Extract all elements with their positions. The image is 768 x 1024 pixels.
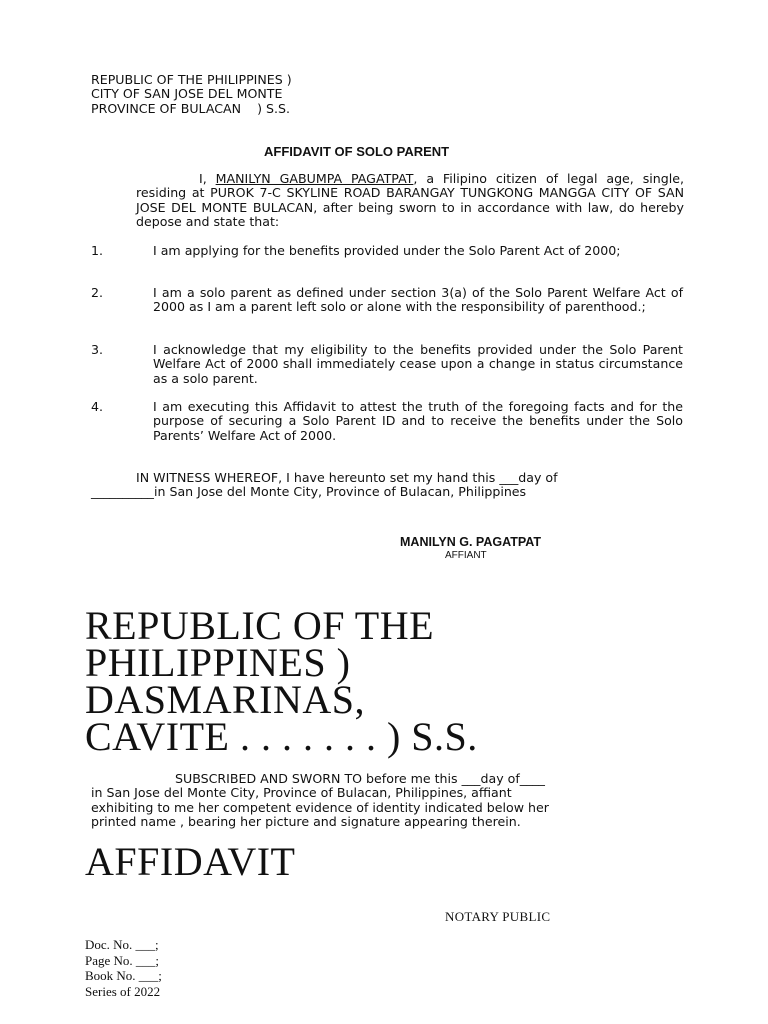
item-text: I am executing this Affidavit to attest the truth of the foregoing facts and for the purpose of securing a Solo Parent ID and to receive the benefits under the Solo Parents’ Welfare Act of 2000. — [153, 399, 683, 443]
notary-venue-line-2: PHILIPPINES ) — [85, 640, 351, 685]
affiant-full-name: MANILYN GABUMPA PAGATPAT — [215, 171, 414, 186]
witness-clause — [91, 471, 691, 500]
series-year: Series of 2022 — [85, 983, 161, 999]
notary-public-label: NOTARY PUBLIC — [445, 909, 551, 924]
notary-venue-line-4: CAVITE . . . . . . . ) S.S. — [85, 714, 478, 759]
item-number: 4. — [91, 399, 104, 414]
item-number: 1. — [91, 243, 104, 258]
affiant-name: MANILYN G. PAGATPAT — [400, 535, 541, 549]
venue-header — [91, 73, 292, 116]
doc-number: Doc. No. ___; — [85, 937, 159, 952]
witness-date-blank: __________ — [91, 484, 154, 500]
jurat-line-3: exhibiting to me her competent evidence of identity indicated below her — [91, 799, 549, 815]
venue-line-republic: REPUBLIC OF THE PHILIPPINES ) — [91, 72, 292, 87]
item-text: I am a solo parent as defined under section 3(a) of the Solo Parent Welfare Act of 2000 as I am a parent left solo or alone with the responsibility of parenthood.; — [153, 285, 683, 315]
witness-place: in San Jose del Monte City, Province of Bulacan, Philippines — [153, 484, 527, 500]
notary-venue-line-3: DASMARINAS, — [85, 677, 365, 722]
item-number: 2. — [91, 285, 104, 300]
intro-text: , a Filipino citizen of legal age, single, residing at PUROK 7-C SKYLINE ROAD BARANGAY TUNGKONG MANGGA CITY OF SAN JOSE DEL MONTE BULACAN, after being sworn to in accordance with law, do hereby depose and state that: — [136, 171, 684, 230]
book-number: Book No. ___; — [85, 968, 162, 983]
jurat-line-2: in San Jose del Monte City, Province of Bulacan, Philippines, affiant — [91, 785, 512, 801]
page-number: Page No. ___; — [85, 952, 160, 968]
affidavit-label: AFFIDAVIT — [85, 839, 296, 884]
item-number: 3. — [91, 342, 104, 357]
document-title: AFFIDAVIT OF SOLO PARENT — [264, 144, 450, 159]
witness-line-2 — [91, 485, 691, 499]
docket-block — [85, 937, 162, 999]
venue-line-province: PROVINCE OF BULACAN ) S.S. — [91, 100, 291, 116]
jurat-line-4: printed name , bearing her picture and signature appearing therein. — [91, 814, 521, 830]
jurat-line-1: SUBSCRIBED AND SWORN TO before me this ___day of____ — [175, 771, 545, 786]
intro-paragraph — [136, 172, 684, 230]
venue-line-city: CITY OF SAN JOSE DEL MONTE — [91, 86, 283, 102]
notary-venue-header — [85, 603, 478, 759]
witness-line-1: IN WITNESS WHEREOF, I have hereunto set my hand this ___day of — [136, 470, 558, 485]
item-text: I acknowledge that my eligibility to the benefits provided under the Solo Parent Welfare Act of 2000 shall immediately cease upon a change in status circumstance as a solo parent. — [153, 342, 683, 386]
affiant-label: AFFIANT — [445, 550, 487, 561]
notary-venue-line-1: REPUBLIC OF THE — [85, 603, 435, 648]
intro-prefix: I, — [199, 171, 216, 186]
jurat-paragraph — [91, 772, 691, 830]
item-text: I am applying for the benefits provided under the Solo Parent Act of 2000; — [153, 243, 621, 258]
